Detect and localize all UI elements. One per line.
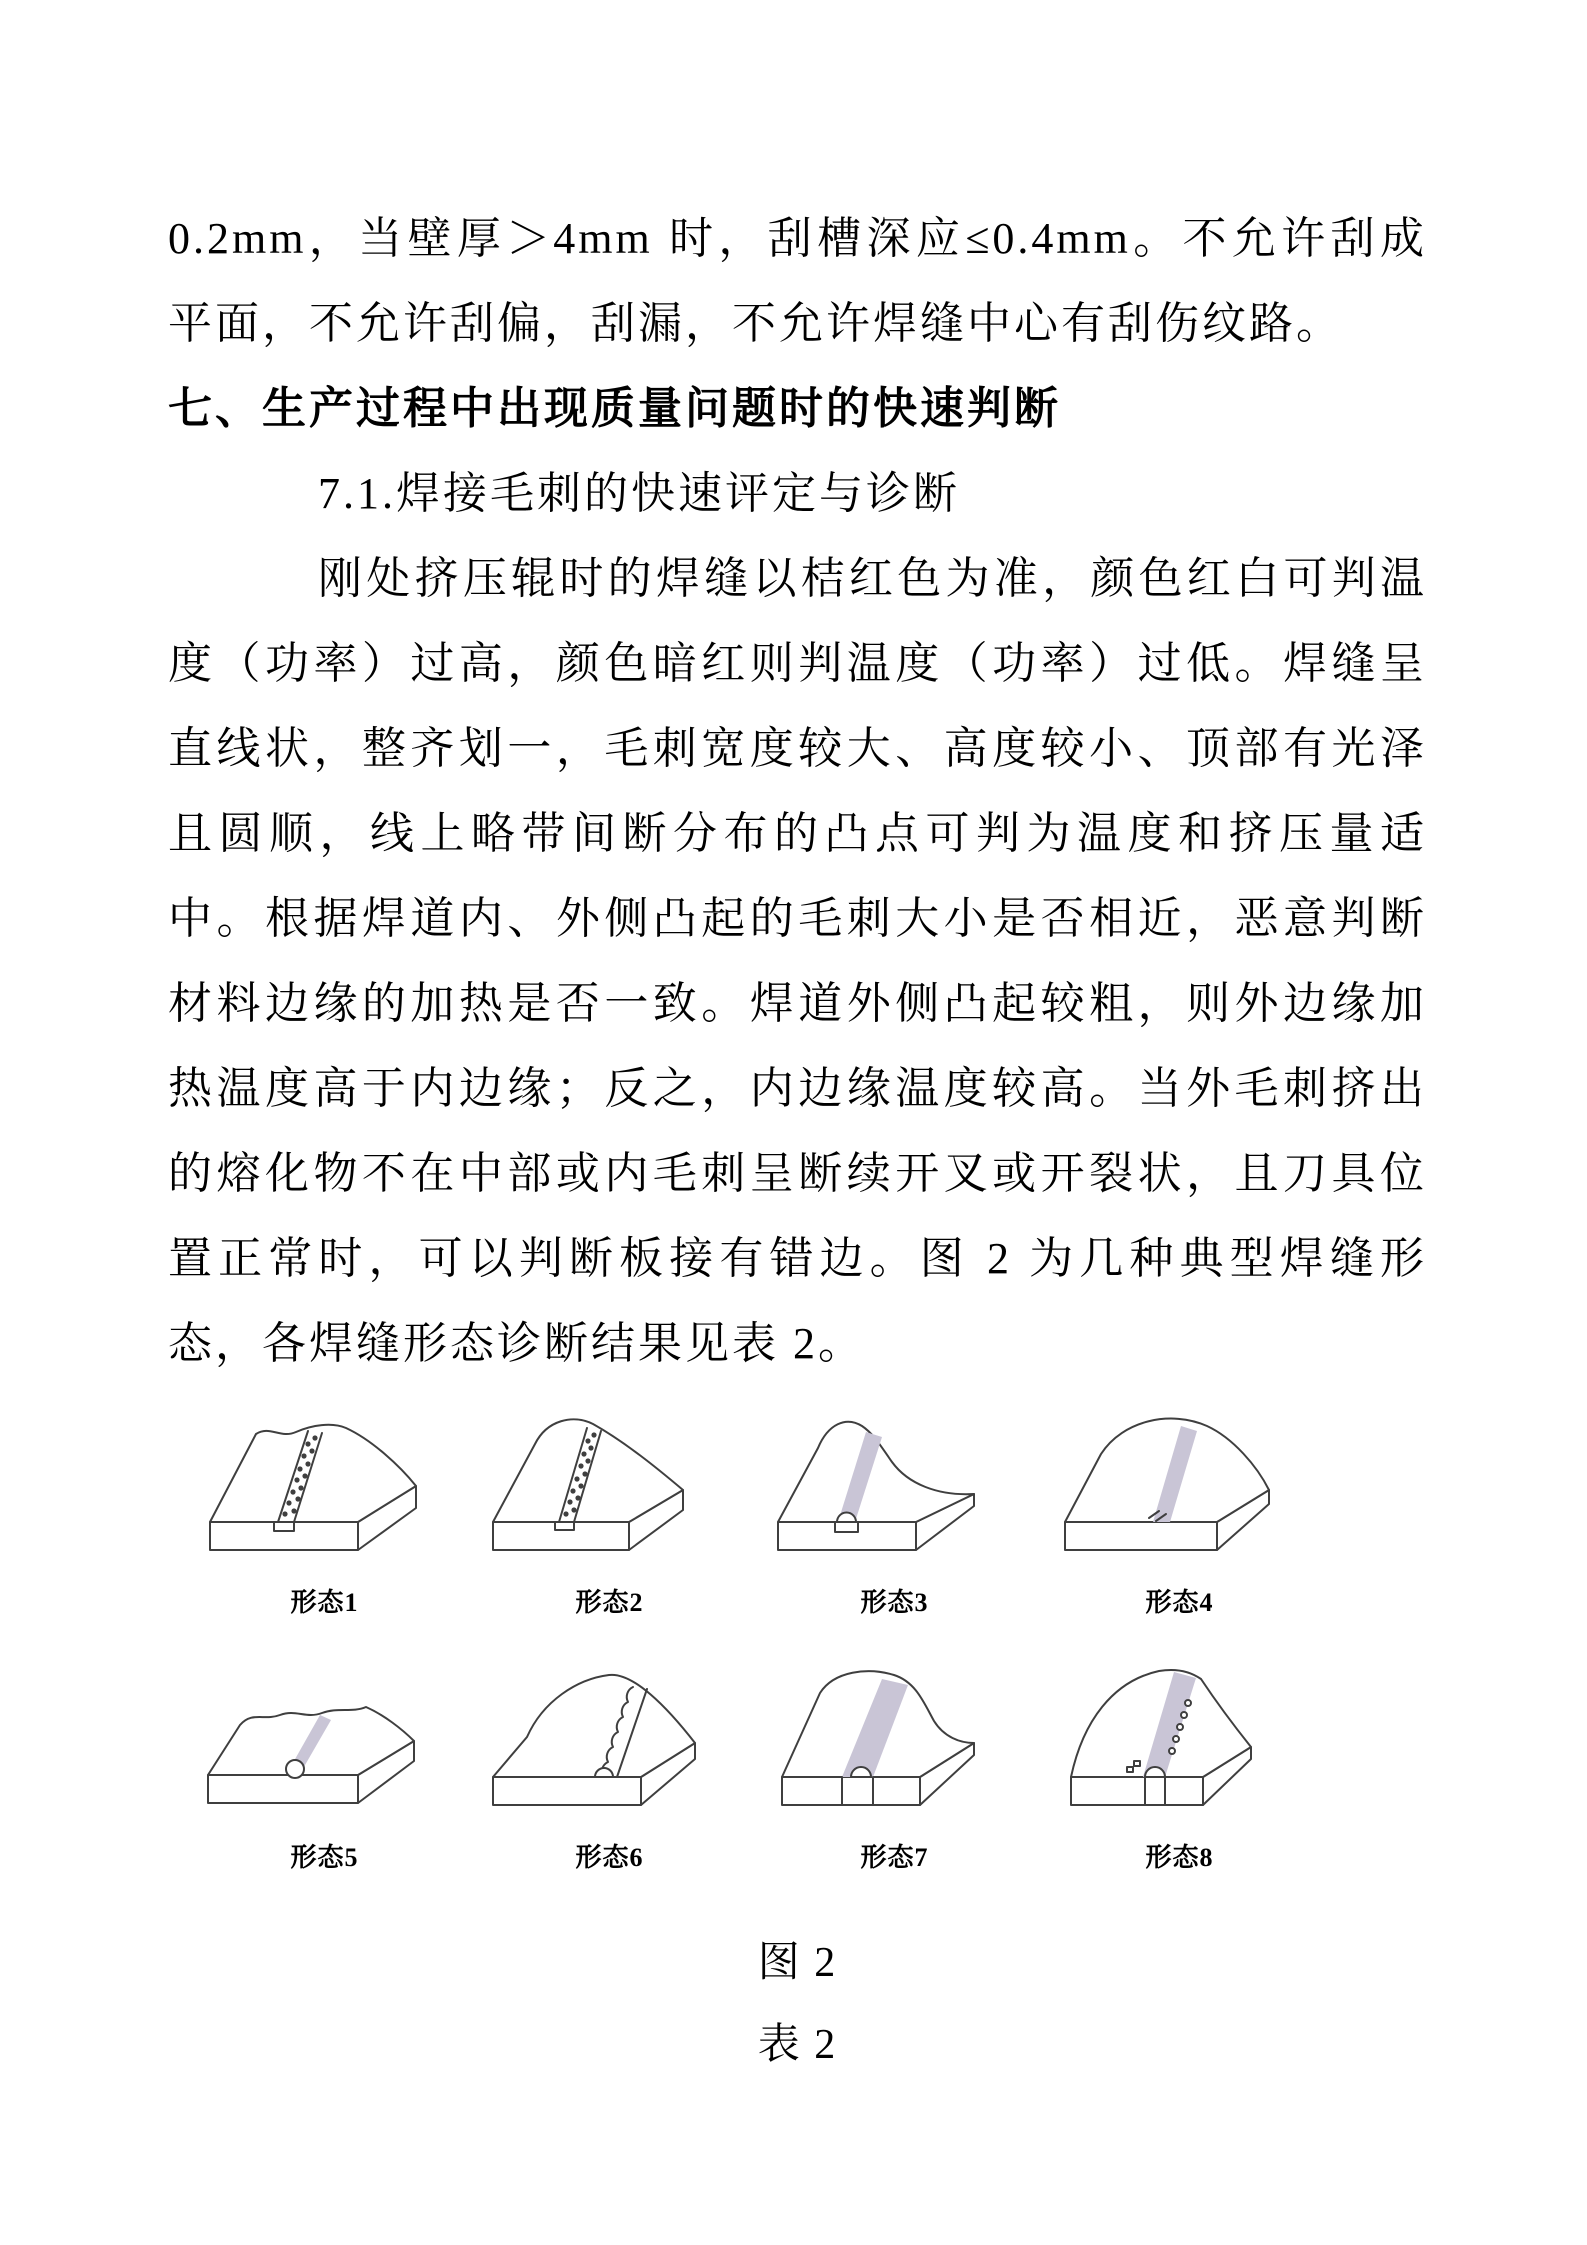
subsection-heading-7-1: 7.1.焊接毛刺的快速评定与诊断 (318, 469, 960, 518)
weld-form-label: 形态6 (575, 1843, 644, 1872)
weld-form-diagram-2 (485, 1404, 735, 1574)
weld-form-label: 形态2 (575, 1588, 644, 1617)
weld-form-diagram-7 (770, 1659, 1020, 1829)
weld-form-diagram-1 (200, 1404, 450, 1574)
weld-form-5 (182, 1659, 467, 1874)
weld-form-label: 形态1 (290, 1588, 359, 1617)
weld-form-diagram-4 (1055, 1404, 1305, 1574)
section-heading-7: 七、生产过程中出现质量问题时的快速判断 (168, 384, 1061, 433)
weld-form-7 (752, 1659, 1037, 1874)
weld-form-8 (1037, 1659, 1322, 1874)
paragraph-scrape-limits: 0.2mm，当壁厚＞4mm 时，刮槽深应≤0.4mm。不允许刮成平面，不允许刮偏，刮漏，不允许焊缝中心有刮伤纹路。 (168, 214, 1427, 348)
weld-forms-figure (182, 1404, 1322, 1874)
weld-form-3 (752, 1404, 1037, 1619)
weld-form-2 (467, 1404, 752, 1619)
paragraph-burr-diagnosis: 刚处挤压辊时的焊缝以桔红色为准，颜色红白可判温度（功率）过高，颜色暗红则判温度（功率）过低。焊缝呈直线状，整齐划一，毛刺宽度较大、高度较小、顶部有光泽且圆顺，线上略带间断分布的凸点可判为温度和挤压量适中。根据焊道内、外侧凸起的毛刺大小是否相近，恶意判断材料边缘的加热是否一致。焊道外侧凸起较粗，则外边缘加热温度高于内边缘；反之，内边缘温度较高。当外毛刺挤出的熔化物不在中部或内毛刺呈断续开叉或开裂状，且刀具位置正常时，可以判断板接有错边。图 2 为几种典型焊缝形态，各焊缝形态诊断结果见表 2。 (168, 554, 1427, 1368)
figure-2-caption: 图 2 (757, 1940, 838, 1986)
weld-form-label: 形态3 (860, 1588, 929, 1617)
weld-form-label: 形态4 (1145, 1588, 1214, 1617)
weld-form-label: 形态5 (290, 1843, 359, 1872)
weld-form-diagram-6 (485, 1659, 735, 1829)
weld-form-4 (1037, 1404, 1322, 1619)
weld-form-6 (467, 1659, 752, 1874)
table-2-caption: 表 2 (757, 2022, 838, 2068)
weld-form-label: 形态8 (1145, 1843, 1214, 1872)
weld-form-diagram-3 (770, 1404, 1020, 1574)
weld-form-1 (182, 1404, 467, 1619)
weld-form-label: 形态7 (860, 1843, 929, 1872)
weld-form-diagram-5 (200, 1659, 450, 1829)
weld-form-diagram-8 (1055, 1659, 1305, 1829)
